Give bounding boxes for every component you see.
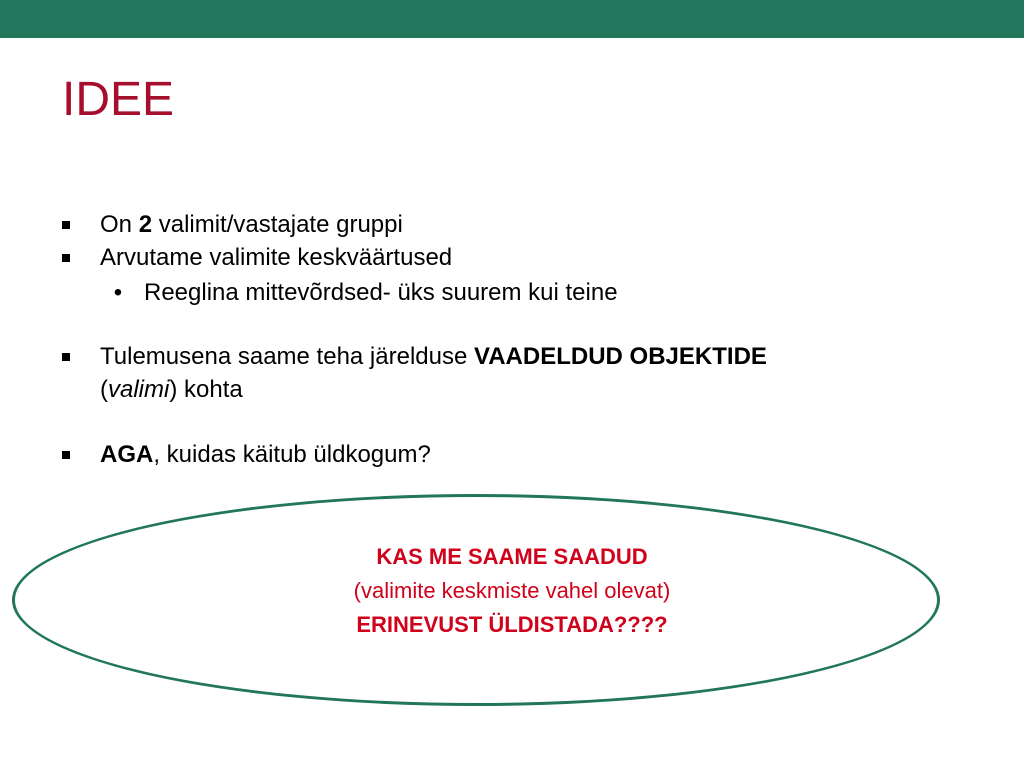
- bullet-text: AGA, kuidas käitub üldkogum?: [100, 441, 431, 468]
- bullet-item-2: [62, 241, 452, 274]
- square-bullet-icon: [62, 254, 70, 262]
- sub-bullet-item: [108, 276, 618, 309]
- dot-bullet-icon: •: [113, 279, 123, 306]
- callout-line-2: (valimite keskmiste vahel olevat): [353, 578, 671, 603]
- top-accent-bar: [0, 0, 1024, 38]
- slide-title: IDEE: [62, 73, 175, 126]
- bullet-item-1: [62, 208, 403, 241]
- bullet-text: On 2 valimit/vastajate gruppi: [100, 211, 403, 238]
- sub-bullet-text: Reeglina mittevõrdsed- üks suurem kui teine: [144, 279, 618, 306]
- square-bullet-icon: [62, 353, 70, 361]
- square-bullet-icon: [62, 451, 70, 459]
- callout-text: [12, 540, 1012, 642]
- bullet-item-3: [62, 340, 767, 406]
- bullet-text: Tulemusena saame teha järelduse VAADELDUD OBJEKTIDE (valimi) kohta: [100, 343, 767, 403]
- callout-line-1: KAS ME SAAME SAADUD: [376, 544, 648, 569]
- callout-line-3: ERINEVUST ÜLDISTADA????: [356, 612, 668, 637]
- square-bullet-icon: [62, 221, 70, 229]
- bullet-text: Arvutame valimite keskväärtused: [100, 244, 453, 271]
- bullet-item-4: [62, 438, 431, 471]
